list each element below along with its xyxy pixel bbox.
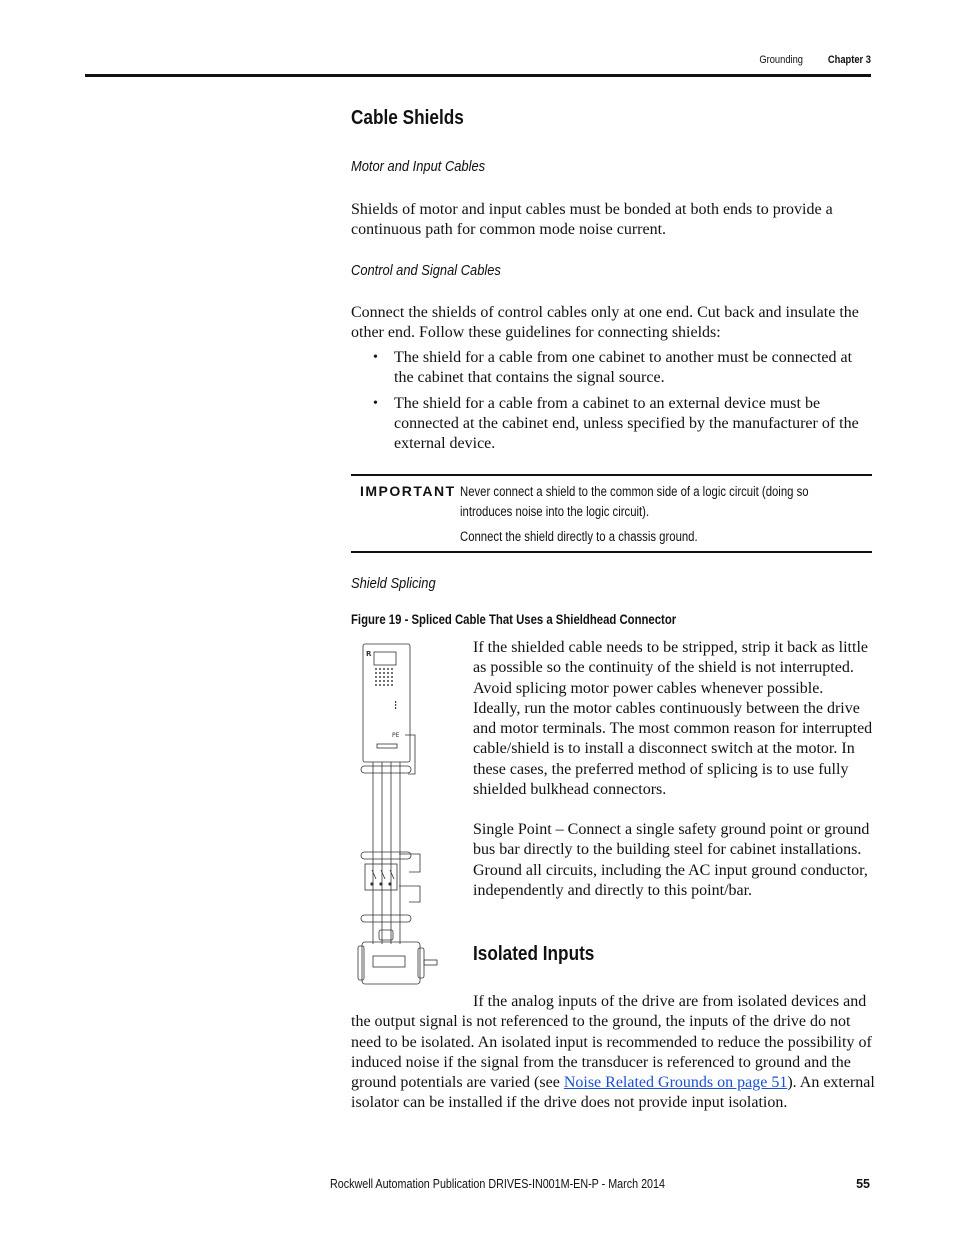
motor-input-cables-paragraph: Shields of motor and input cables must be bonded at both ends to provide a continuous path for common mode noise current. — [351, 201, 833, 239]
list-item-text: The shield for a cable from one cabinet to another must be connected at the cabinet that contains the signal source. — [394, 349, 853, 387]
motor-shaft — [424, 960, 437, 965]
motor-body — [362, 942, 420, 984]
keypad-icon — [375, 668, 396, 709]
shield-splicing-paragraph: If the shielded cable needs to be stripped, strip it back as little as possible so the continuity of the shield is not interrupted. Avoid splicing motor power cables whenever possible. Ideally, run the motor cables continuously between the drive and motor terminals. The most common reason for interrupted cable/shield is to install a disconnect switch at the motor. In these cases, the preferred method of splicing is to use fully shielded bulkhead connectors. — [473, 639, 873, 799]
logo-icon: R — [366, 650, 372, 658]
isolated-inputs-heading: Isolated Inputs — [473, 943, 595, 965]
pe-label: PE — [392, 732, 400, 739]
shield-guidelines-list — [369, 348, 874, 459]
important-box-top-rule — [351, 474, 872, 476]
spliced-cable-figure — [352, 640, 442, 990]
shield-ring — [361, 915, 411, 922]
important-note-1 — [460, 482, 809, 521]
isolated-inputs-paragraph — [351, 992, 876, 1114]
list-item — [369, 348, 874, 389]
control-signal-cables-subheading: Control and Signal Cables — [351, 262, 501, 279]
important-note-2: Connect the shield directly to a chassis ground. — [460, 529, 698, 544]
ground-wire — [399, 886, 420, 902]
figure-caption: Figure 19 - Spliced Cable That Uses a Shieldhead Connector — [351, 612, 677, 627]
list-item — [369, 394, 874, 455]
control-signal-cables-paragraph: Connect the shields of control cables only at one end. Cut back and insulate the other end. Follow these guidelines for connecting shields: — [351, 304, 859, 342]
shield-splicing-subheading: Shield Splicing — [351, 575, 436, 592]
drive-display — [374, 652, 396, 665]
motor-endbell — [418, 948, 424, 978]
bullet-icon: • — [373, 395, 378, 411]
bullet-icon: • — [373, 350, 378, 365]
motor-endbell — [358, 946, 364, 980]
isolated-inputs-text: If the analog inputs of the drive are from isolated devices and the output signal is not referenced to the ground, the inputs of the drive do not need to be isolated. An isolated input is recommended to reduce the possibility of induced noise if the signal from the transducer is referenced to ground and the ground potentials are varied (see — [351, 993, 872, 1092]
single-point-paragraph: Single Point – Connect a single safety ground point or ground bus bar directly to the building steel for cabinet installations. Ground all circuits, including the AC input ground conductor, independently and directly to this point/bar. — [473, 821, 870, 899]
page-number: 55 — [856, 1177, 870, 1191]
important-note-1-line-b: introduces noise into the logic circuit). — [460, 503, 650, 519]
running-header-section: Grounding — [759, 54, 803, 66]
isolated-inputs-text-end: ). An external isolator can be installed if the drive does not provide input isolation. — [351, 1074, 875, 1112]
motor-nameplate — [373, 956, 405, 967]
disconnect-switch — [365, 864, 397, 890]
motor-input-cables-subheading: Motor and Input Cables — [351, 158, 486, 175]
important-label: IMPORTANT — [360, 483, 456, 499]
ground-wire — [399, 854, 420, 872]
important-box-bottom-rule — [351, 551, 872, 553]
footer-publication: Rockwell Automation Publication DRIVES-IN001M-EN-P - March 2014 — [330, 1177, 665, 1191]
noise-related-grounds-link[interactable]: Noise Related Grounds on page 51 — [563, 1074, 788, 1092]
list-item-text: The shield for a cable from a cabinet to an external device must be connected at the cabinet end, unless specified by the manufacturer of the external device. — [394, 394, 859, 453]
important-note-1-line-a: Never connect a shield to the common side of a logic circuit (doing so — [460, 484, 809, 499]
header-rule — [85, 74, 871, 77]
shield-ring — [361, 766, 411, 773]
terminal-block — [377, 744, 397, 748]
shield-ring — [361, 852, 411, 859]
running-header-chapter: Chapter 3 — [827, 54, 871, 66]
cable-shields-heading: Cable Shields — [351, 107, 464, 129]
